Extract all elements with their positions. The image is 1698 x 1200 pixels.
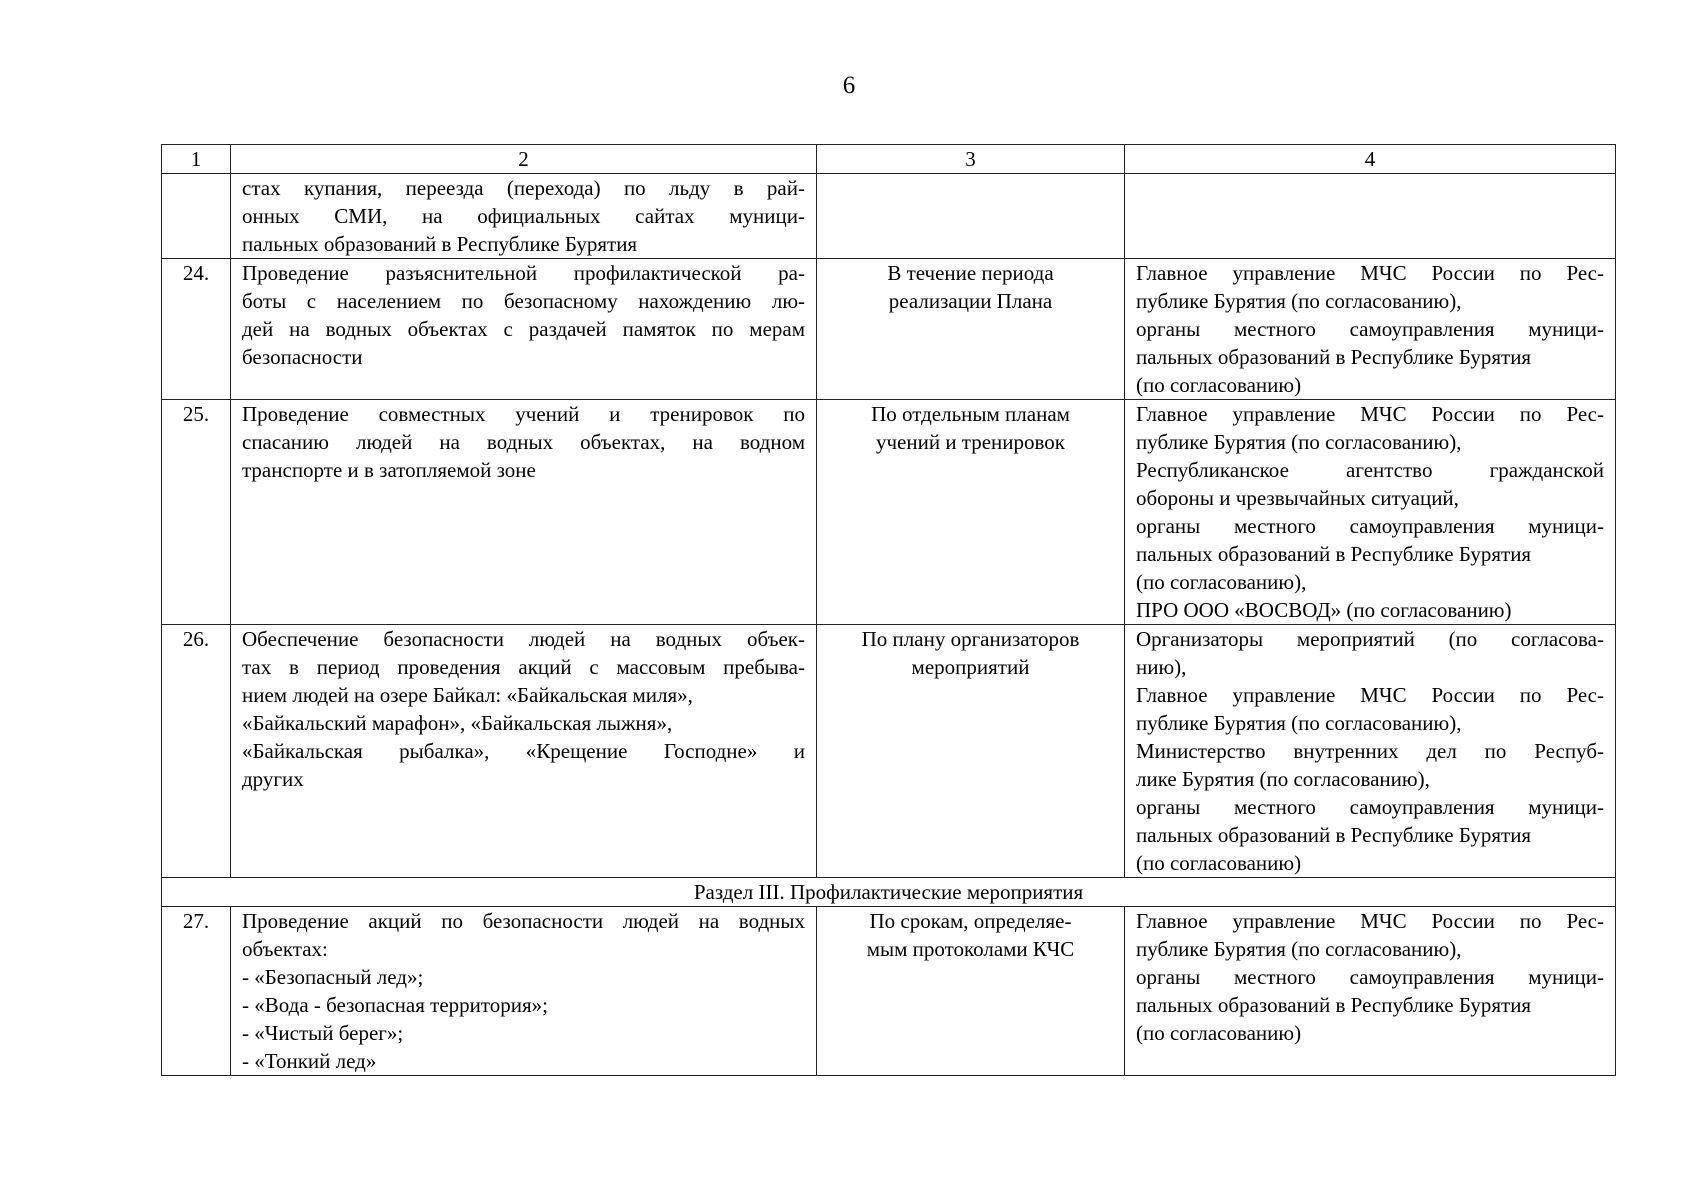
responsible-cell: [1125, 907, 1616, 1076]
period-line: По срокам, определяе-: [869, 909, 1072, 933]
description-line: Проведение акций по безопасности людей на водных: [242, 909, 805, 933]
description-line: стах купания, переезда (перехода) по льду в рай-: [242, 176, 805, 200]
table-row: [162, 400, 1616, 625]
description-cell: [231, 259, 817, 400]
page-number: 6: [842, 72, 856, 99]
measures-table: [161, 144, 1616, 1076]
description-line: Обеспечение безопасности людей на водных объек-: [242, 627, 805, 651]
period-cell: [817, 400, 1125, 625]
responsible-line: Организаторы мероприятий (по согласова-: [1136, 627, 1604, 651]
column-header-2: 2: [231, 145, 817, 174]
row-number-cell: 26.: [162, 625, 231, 878]
period-line: По отдельным планам: [871, 402, 1070, 426]
continuation-row: [162, 174, 1616, 259]
period-line: мероприятий: [911, 655, 1030, 679]
row-number-cell: [162, 174, 231, 259]
row-number-cell: 24.: [162, 259, 231, 400]
description-line: тах в период проведения акций с массовым пребыва-: [242, 655, 805, 679]
description-line: объектах:: [242, 937, 328, 961]
responsible-cell: [1125, 625, 1616, 878]
responsible-line: Главное управление МЧС России по Рес-: [1136, 402, 1604, 426]
responsible-line: публике Бурятия (по согласованию),: [1136, 711, 1462, 735]
responsible-line: Республиканское агентство гражданской: [1136, 458, 1604, 482]
period-cell: [817, 907, 1125, 1076]
responsible-line: Министерство внутренних дел по Респуб-: [1136, 739, 1604, 763]
description-line: других: [242, 767, 304, 791]
responsible-line: (по согласованию),: [1136, 570, 1307, 594]
column-header-4: 4: [1125, 145, 1616, 174]
responsible-line: пальных образований в Республике Бурятия: [1136, 345, 1532, 369]
description-line: - «Вода - безопасная территория»;: [242, 993, 549, 1017]
period-line: мым протоколами КЧС: [866, 937, 1075, 961]
responsible-line: Главное управление МЧС России по Рес-: [1136, 909, 1604, 933]
responsible-cell: [1125, 259, 1616, 400]
column-header-3: 3: [817, 145, 1125, 174]
table-row: [162, 259, 1616, 400]
description-line: Проведение разъяснительной профилактической ра-: [242, 261, 805, 285]
row-number-cell: 27.: [162, 907, 231, 1076]
responsible-line: органы местного самоуправления муници-: [1136, 317, 1604, 341]
responsible-line: (по согласованию): [1136, 851, 1302, 875]
description-line: - «Безопасный лед»;: [242, 965, 424, 989]
responsible-line: пальных образований в Республике Бурятия: [1136, 542, 1532, 566]
responsible-line: пальных образований в Республике Бурятия: [1136, 993, 1532, 1017]
responsible-line: органы местного самоуправления муници-: [1136, 965, 1604, 989]
description-line: пальных образований в Республике Бурятия: [242, 232, 638, 256]
row-number-cell: 25.: [162, 400, 231, 625]
description-line: транспорте и в затопляемой зоне: [242, 458, 536, 482]
responsible-line: (по согласованию): [1136, 373, 1302, 397]
section-row: [162, 878, 1616, 907]
description-line: онных СМИ, на официальных сайтах муници-: [242, 204, 805, 228]
table-row: [162, 625, 1616, 878]
responsible-line: нию),: [1136, 655, 1187, 679]
description-line: - «Тонкий лед»: [242, 1049, 377, 1073]
period-cell: [817, 174, 1125, 259]
responsible-line: Главное управление МЧС России по Рес-: [1136, 683, 1604, 707]
responsible-line: публике Бурятия (по согласованию),: [1136, 430, 1462, 454]
description-cell: [231, 400, 817, 625]
responsible-line: ПРО ООО «ВОСВОД» (по согласованию): [1136, 598, 1512, 622]
responsible-line: пальных образований в Республике Бурятия: [1136, 823, 1532, 847]
responsible-cell: [1125, 400, 1616, 625]
responsible-line: Главное управление МЧС России по Рес-: [1136, 261, 1604, 285]
description-cell: [231, 625, 817, 878]
responsible-line: органы местного самоуправления муници-: [1136, 795, 1604, 819]
period-line: реализации Плана: [888, 289, 1053, 313]
description-line: Проведение совместных учений и тренировок по: [242, 402, 805, 426]
description-line: спасанию людей на водных объектах, на водном: [242, 430, 805, 454]
description-line: - «Чистый берег»;: [242, 1021, 404, 1045]
period-line: учений и тренировок: [875, 430, 1066, 454]
responsible-cell: [1125, 174, 1616, 259]
responsible-line: органы местного самоуправления муници-: [1136, 514, 1604, 538]
description-line: нием людей на озере Байкал: «Байкальская миля»,: [242, 683, 693, 707]
responsible-line: публике Бурятия (по согласованию),: [1136, 937, 1462, 961]
period-cell: [817, 625, 1125, 878]
description-line: безопасности: [242, 345, 363, 369]
description-line: «Байкальская рыбалка», «Крещение Господне» и: [242, 739, 805, 763]
column-header-1: 1: [162, 145, 231, 174]
description-cell: [231, 907, 817, 1076]
description-line: боты с населением по безопасному нахождению лю-: [242, 289, 805, 313]
column-number-header-row: [162, 145, 1616, 174]
responsible-line: публике Бурятия (по согласованию),: [1136, 289, 1462, 313]
description-cell: [231, 174, 817, 259]
responsible-line: лике Бурятия (по согласованию),: [1136, 767, 1430, 791]
period-line: В течение периода: [887, 261, 1054, 285]
table-row: [162, 907, 1616, 1076]
responsible-line: (по согласованию): [1136, 1021, 1302, 1045]
period-line: По плану организаторов: [861, 627, 1080, 651]
description-line: «Байкальский марафон», «Байкальская лыжня»,: [242, 711, 673, 735]
description-line: дей на водных объектах с раздачей памяток по мерам: [242, 317, 805, 341]
table-body: [162, 145, 1616, 1076]
section-title: Раздел III. Профилактические мероприятия: [162, 878, 1616, 907]
period-cell: [817, 259, 1125, 400]
responsible-line: обороны и чрезвычайных ситуаций,: [1136, 486, 1459, 510]
